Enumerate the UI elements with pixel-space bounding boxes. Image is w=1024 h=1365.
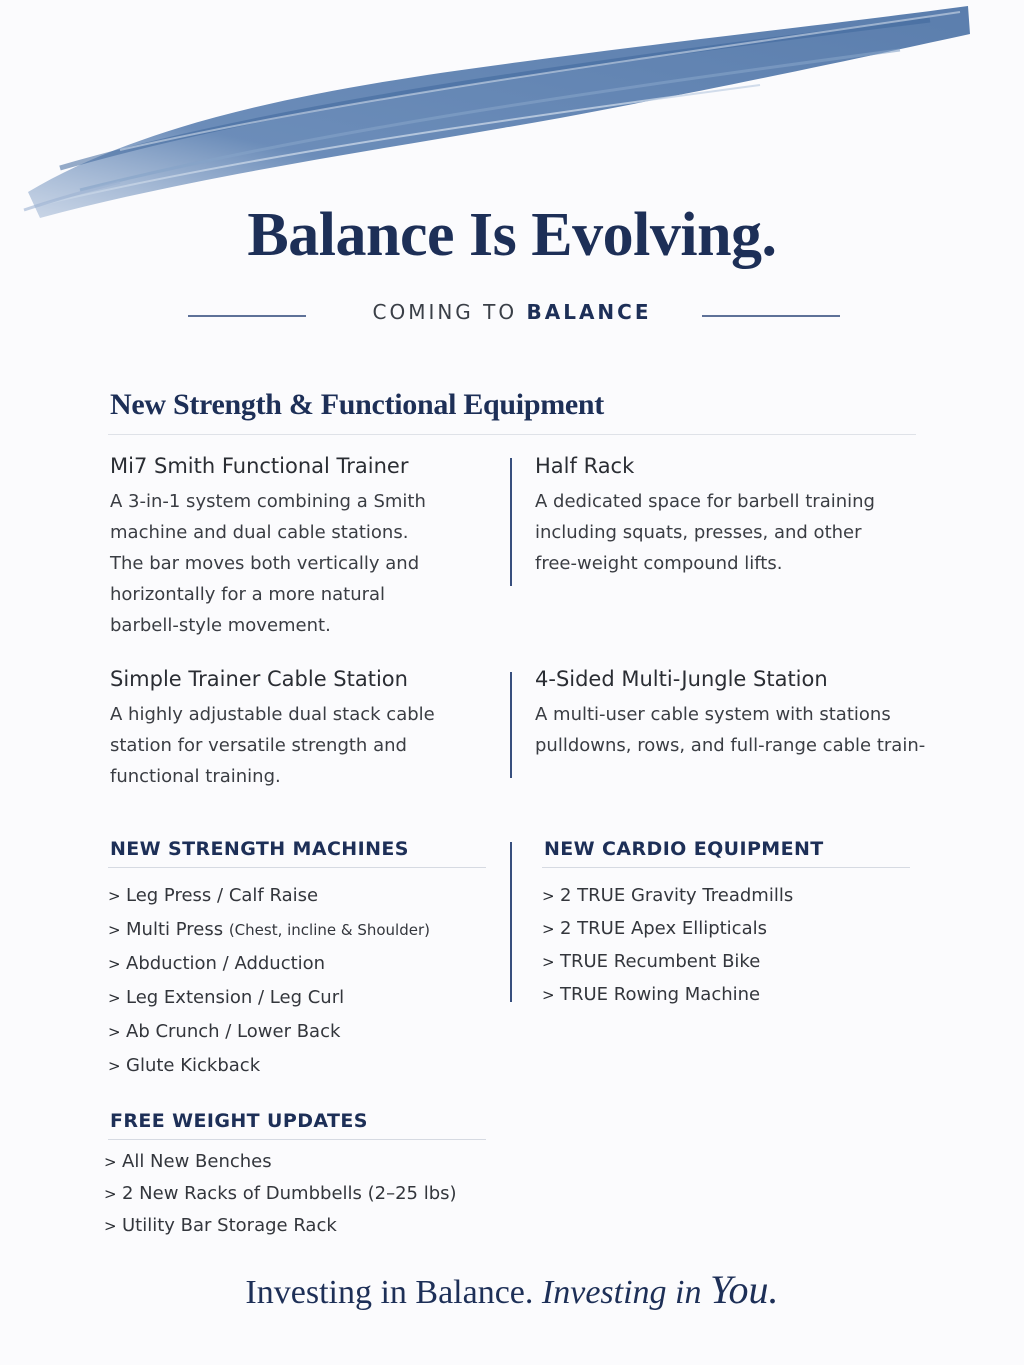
description-line: A 3-in-1 system combining a Smith bbox=[110, 491, 426, 512]
equipment-title: Simple Trainer Cable Station bbox=[110, 667, 408, 691]
tagline-part-1: Investing in Balance. bbox=[245, 1274, 534, 1311]
description-line: The bar moves both vertically and bbox=[110, 553, 420, 574]
equipment-item-cable-station bbox=[110, 667, 500, 792]
strength-machines-heading: NEW STRENGTH MACHINES bbox=[110, 838, 409, 860]
column-divider bbox=[510, 458, 512, 586]
section-divider bbox=[108, 434, 916, 435]
chevron-right-icon: > bbox=[542, 953, 555, 971]
chevron-right-icon: > bbox=[108, 1023, 121, 1041]
strength-machines-list bbox=[108, 879, 430, 1083]
free-weights-heading: FREE WEIGHT UPDATES bbox=[110, 1110, 368, 1132]
subtitle bbox=[0, 300, 1024, 324]
subtitle-prefix: COMING TO bbox=[372, 300, 518, 324]
list-item: > TRUE Rowing Machine bbox=[542, 978, 793, 1011]
chevron-right-icon: > bbox=[108, 955, 121, 973]
free-weights-list bbox=[104, 1146, 457, 1242]
description-line: free-weight compound lifts. bbox=[535, 553, 783, 574]
multi-press-note: (Chest, incline & Shoulder) bbox=[228, 921, 430, 939]
page-title: Balance Is Evolving. bbox=[247, 201, 777, 269]
free-weights-rule bbox=[108, 1139, 486, 1140]
equipment-item-smith-trainer bbox=[110, 454, 500, 641]
equipment-item-half-rack bbox=[535, 454, 935, 579]
chevron-right-icon: > bbox=[104, 1153, 117, 1171]
chevron-right-icon: > bbox=[108, 887, 121, 905]
list-item: > All New Benches bbox=[104, 1146, 457, 1178]
chevron-right-icon: > bbox=[542, 920, 555, 938]
chevron-right-icon: > bbox=[104, 1185, 117, 1203]
subtitle-brand: BALANCE bbox=[526, 300, 652, 324]
column-divider bbox=[510, 672, 512, 778]
cardio-heading: NEW CARDIO EQUIPMENT bbox=[544, 838, 824, 860]
tagline-you: You. bbox=[709, 1267, 779, 1312]
description-line: station for versatile strength and bbox=[110, 735, 407, 756]
list-item: > 2 New Racks of Dumbbells (2–25 lbs) bbox=[104, 1178, 457, 1210]
description-line: barbell-style movement. bbox=[110, 615, 331, 636]
list-item: > 2 TRUE Gravity Treadmills bbox=[542, 879, 793, 912]
description-line: A highly adjustable dual stack cable bbox=[110, 704, 435, 725]
chevron-right-icon: > bbox=[542, 986, 555, 1004]
equipment-description bbox=[535, 699, 965, 761]
list-item: > Utility Bar Storage Rack bbox=[104, 1210, 457, 1242]
chevron-right-icon: > bbox=[108, 989, 121, 1007]
strength-machines-rule bbox=[108, 867, 486, 868]
description-line: A dedicated space for barbell training bbox=[535, 491, 875, 512]
description-line: machine and dual cable stations. bbox=[110, 522, 409, 543]
footer-tagline bbox=[0, 1266, 1024, 1313]
equipment-item-multi-jungle bbox=[535, 667, 965, 761]
list-item: > Ab Crunch / Lower Back bbox=[108, 1015, 430, 1049]
chevron-right-icon: > bbox=[108, 921, 121, 939]
chevron-right-icon: > bbox=[542, 887, 555, 905]
list-item: > Glute Kickback bbox=[108, 1049, 430, 1083]
description-line: functional training. bbox=[110, 766, 281, 787]
list-item: > Leg Extension / Leg Curl bbox=[108, 981, 430, 1015]
equipment-title: 4-Sided Multi-Jungle Station bbox=[535, 667, 828, 691]
list-item: > Abduction / Adduction bbox=[108, 947, 430, 981]
list-item: > TRUE Recumbent Bike bbox=[542, 945, 793, 978]
description-line: including squats, presses, and other bbox=[535, 522, 862, 543]
chevron-right-icon: > bbox=[104, 1217, 117, 1235]
equipment-description bbox=[110, 699, 500, 792]
subtitle-right-rule bbox=[702, 315, 840, 317]
list-item: > Multi Press (Chest, incline & Shoulder) bbox=[108, 913, 430, 947]
equipment-title: Mi7 Smith Functional Trainer bbox=[110, 454, 409, 478]
equipment-title: Half Rack bbox=[535, 454, 635, 478]
description-line: horizontally for a more natural bbox=[110, 584, 386, 605]
list-item: > 2 TRUE Apex Ellipticals bbox=[542, 912, 793, 945]
description-line: pulldowns, rows, and full-range cable train- bbox=[535, 735, 926, 756]
tagline-part-2: Investing in bbox=[541, 1274, 702, 1311]
section-title: New Strength & Functional Equipment bbox=[110, 388, 604, 421]
column-divider bbox=[510, 842, 512, 1002]
equipment-description bbox=[535, 486, 935, 579]
cardio-list bbox=[542, 879, 793, 1011]
list-item: > Leg Press / Calf Raise bbox=[108, 879, 430, 913]
equipment-description bbox=[110, 486, 500, 641]
cardio-rule bbox=[542, 867, 910, 868]
chevron-right-icon: > bbox=[108, 1057, 121, 1075]
description-line: A multi-user cable system with stations bbox=[535, 704, 891, 725]
